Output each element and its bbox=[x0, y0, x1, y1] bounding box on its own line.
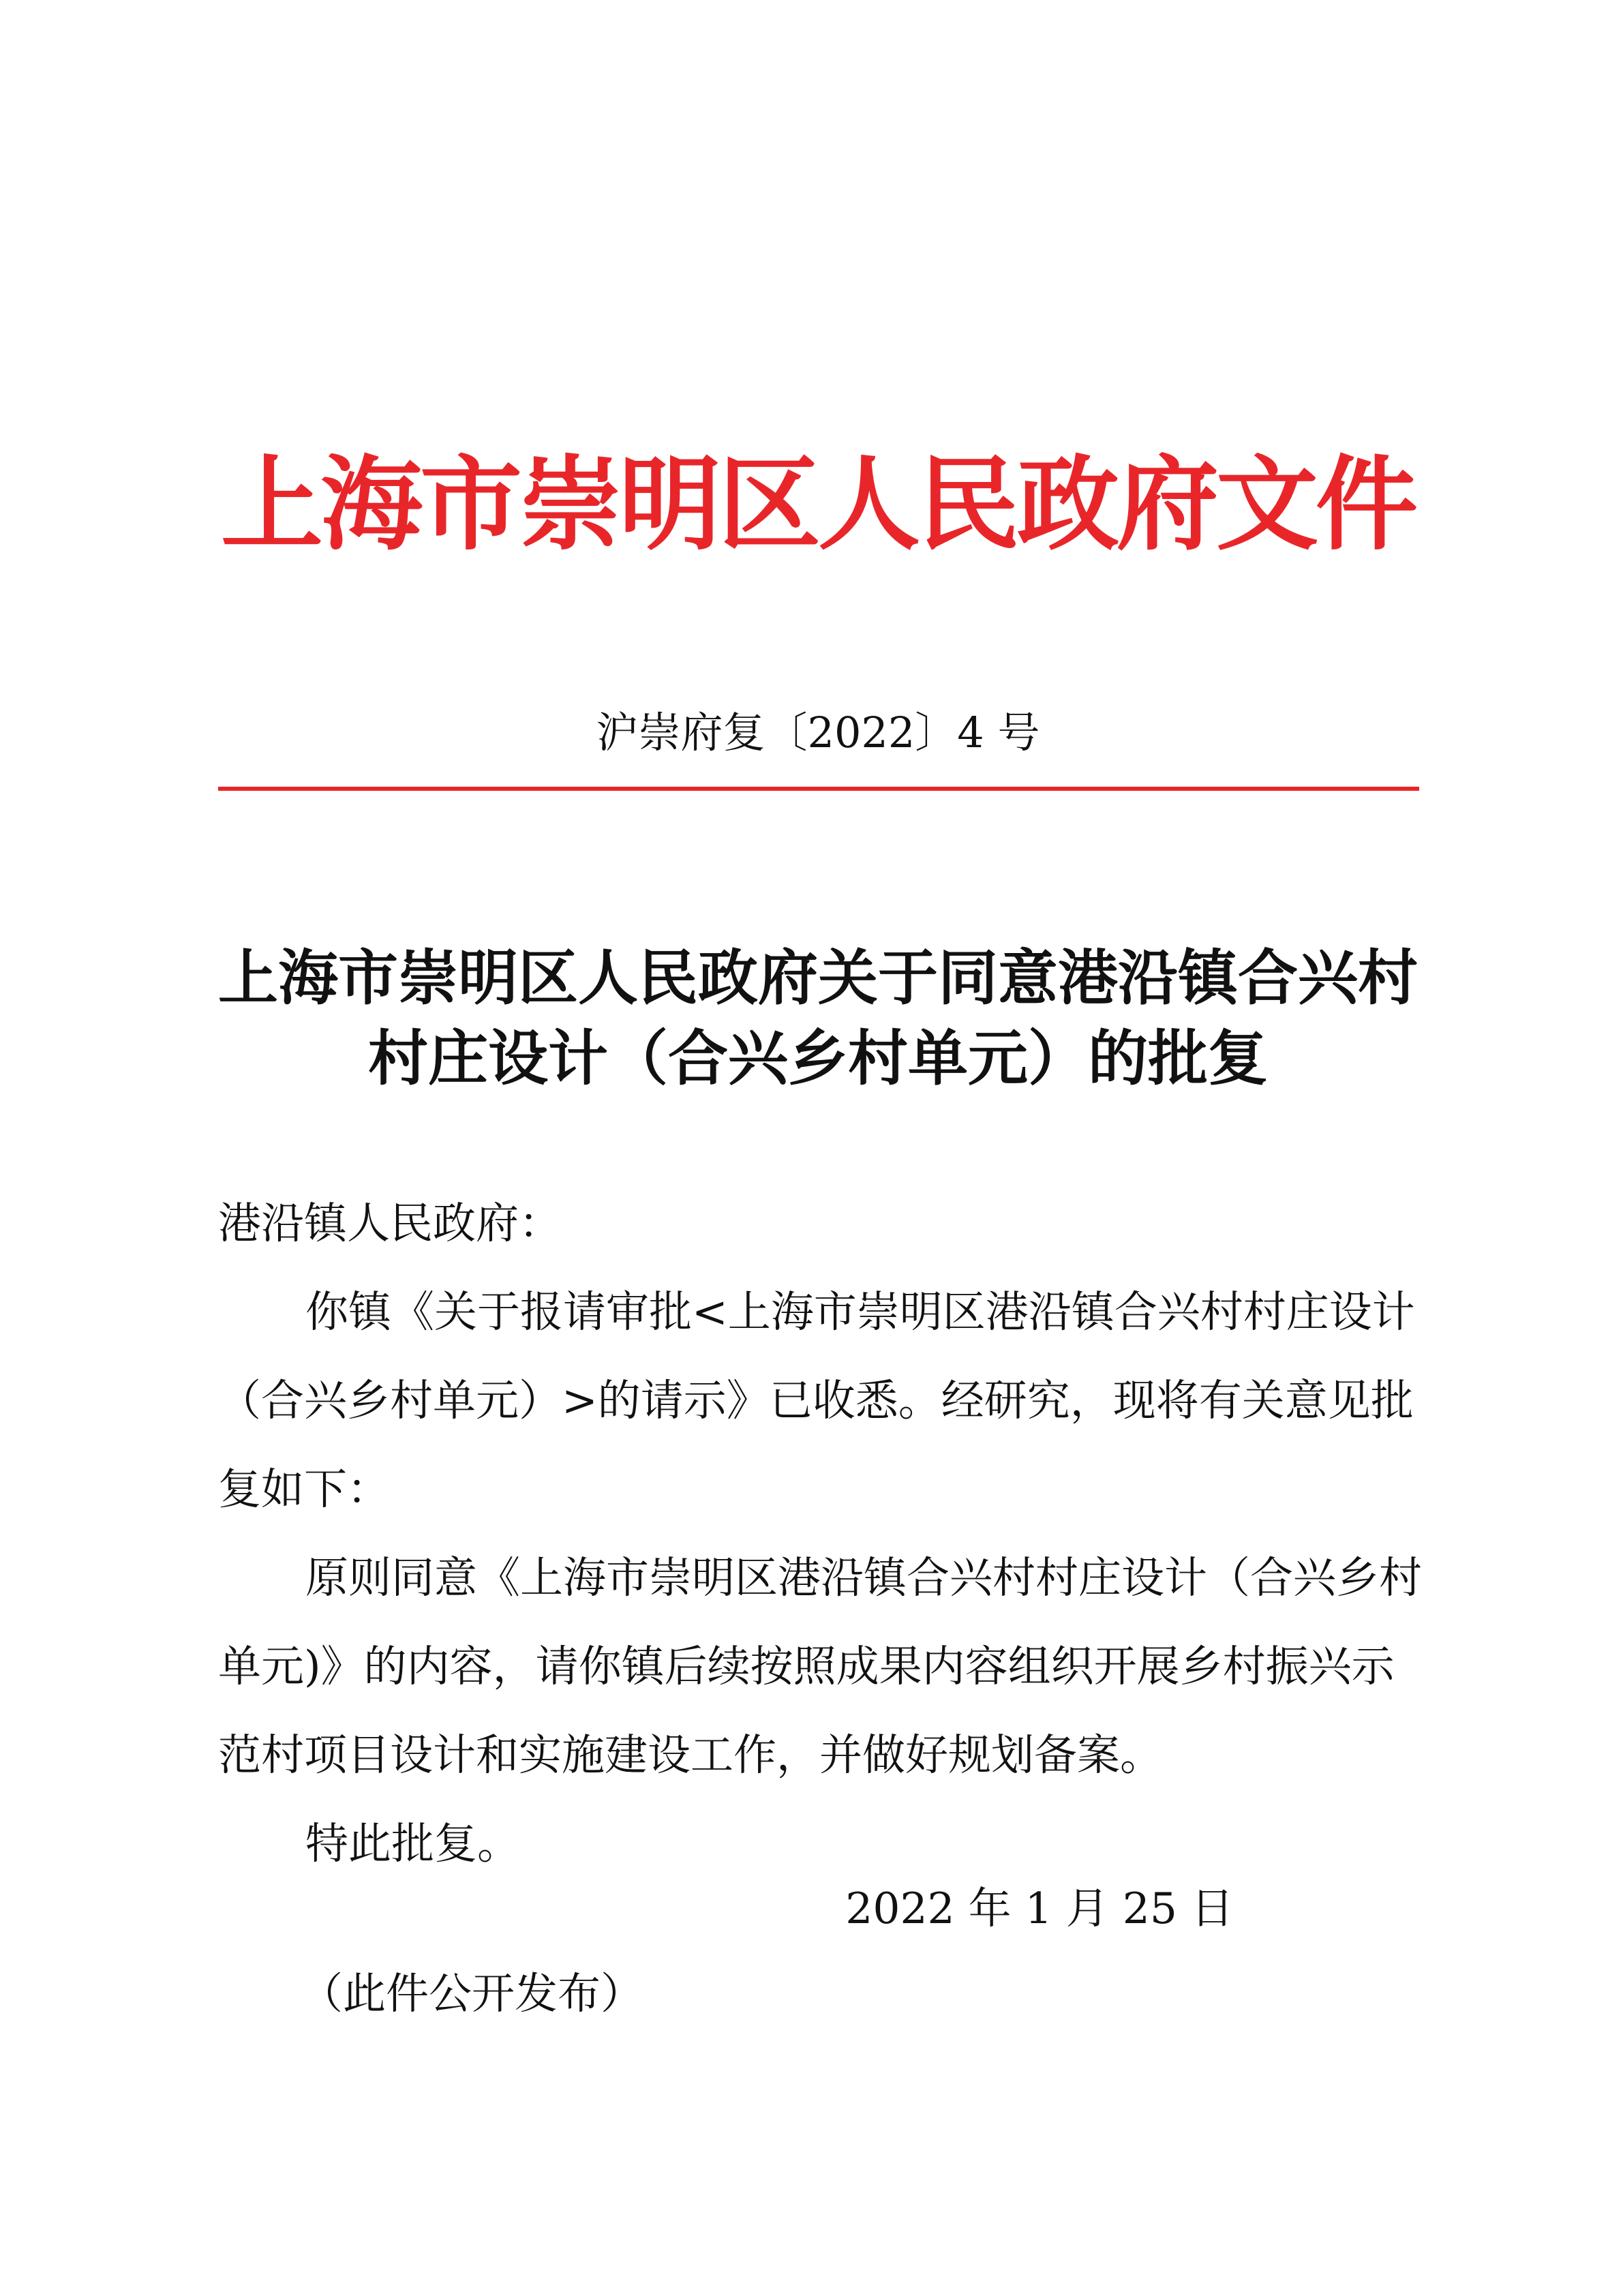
body-paragraph-1: 你镇《关于报请审批<上海市崇明区港沿镇合兴村村庄设计（合兴乡村单元）>的请示》已收悉。经研究，现将有关意见批复如下： bbox=[218, 1287, 1415, 1514]
document-title bbox=[204, 937, 1431, 1098]
public-release-note: （此件公开发布） bbox=[300, 1969, 643, 2019]
document-body bbox=[218, 1179, 1431, 1888]
red-separator-line bbox=[218, 787, 1419, 791]
document-title-line-1: 上海市崇明区人民政府关于同意港沿镇合兴村 bbox=[217, 942, 1418, 1013]
body-paragraph-closing: 特此批复。 bbox=[305, 1819, 520, 1869]
body-paragraph-2: 原则同意《上海市崇明区港沿镇合兴村村庄设计（合兴乡村单元)》的内容，请你镇后续按照成果内容组织开展乡村振兴示范村项目设计和实施建设工作，并做好规划备案。 bbox=[218, 1553, 1422, 1780]
document-title-line-2: 村庄设计（合兴乡村单元）的批复 bbox=[367, 1023, 1268, 1093]
addressee: 港沿镇人民政府： bbox=[218, 1198, 562, 1248]
document-number: 沪崇府复〔2022〕4 号 bbox=[596, 708, 1040, 757]
document-masthead: 上海市崇明区人民政府文件 bbox=[220, 444, 1415, 564]
issue-date: 2022 年 1 月 25 日 bbox=[845, 1884, 1234, 1933]
